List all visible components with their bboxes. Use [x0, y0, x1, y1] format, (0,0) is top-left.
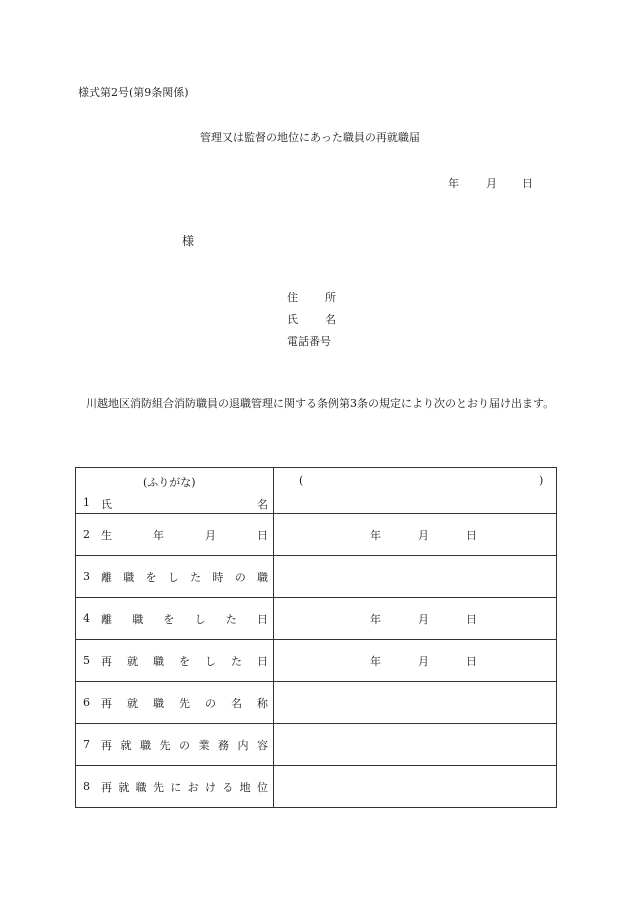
date-day-label: 日 [466, 612, 477, 626]
row-label-char: た [190, 570, 202, 584]
row-number: 4 [83, 612, 90, 625]
date-month-label: 月 [418, 612, 429, 626]
row-label-char: 先 [179, 696, 190, 710]
row-label-char: 就 [127, 654, 138, 668]
applicant-address-row [287, 287, 336, 309]
date-month-label: 月 [418, 654, 429, 668]
row-label-char: し [205, 654, 216, 668]
row-label-char: 名 [231, 696, 242, 710]
body-text: 川越地区消防組合消防職員の退職管理に関する条例第3条の規定により次のとおり届け出ます。 [86, 397, 555, 410]
row-label-char: 地 [239, 780, 251, 794]
table-row [76, 682, 557, 724]
table-row [76, 640, 557, 682]
furigana-label: (ふりがな) [143, 476, 196, 489]
row-label-char: 務 [218, 738, 229, 752]
row-label-char: の [179, 738, 190, 752]
row-label-char: を [163, 612, 175, 626]
row-label-char: 離 [101, 612, 112, 626]
row-label-char: 職 [140, 738, 151, 752]
row-label-char: 名 [257, 498, 268, 511]
date-day-label: 日 [466, 654, 477, 668]
date-month-label: 月 [486, 177, 497, 190]
row-label-char: 日 [257, 654, 268, 668]
row-label-char: し [167, 570, 179, 584]
name-input-cell[interactable] [274, 468, 557, 514]
row-label-char: た [231, 654, 242, 668]
table-row [76, 556, 557, 598]
table-row [76, 468, 557, 514]
address-label-1: 住 [287, 291, 298, 304]
row-label-char: た [225, 612, 237, 626]
row-label-char: 職 [256, 570, 268, 584]
row-label-char: 先 [152, 780, 164, 794]
row-label-char: を [145, 570, 157, 584]
date-day-label: 日 [466, 528, 477, 542]
row-label-char: 就 [127, 696, 138, 710]
row-label-char: 職 [153, 696, 164, 710]
table-row [76, 514, 557, 556]
row-label-char: し [194, 612, 206, 626]
row-number: 2 [83, 528, 90, 541]
row-number: 1 [83, 496, 90, 509]
row-label-char: 就 [120, 738, 132, 752]
row-value-cell[interactable] [274, 556, 557, 598]
document-title: 管理又は監督の地位にあった職員の再就職届 [200, 131, 420, 144]
report-table [75, 467, 557, 808]
row-label-char: 再 [101, 696, 112, 710]
row-label-char: 日 [256, 612, 268, 626]
row-number: 8 [83, 780, 90, 793]
row-number: 3 [83, 570, 90, 583]
row-label-char: 就 [118, 780, 130, 794]
row-label-char: 年 [153, 528, 164, 542]
row-label-char: 再 [101, 780, 112, 794]
addressee-suffix: 様 [182, 234, 195, 248]
row-value-cell[interactable] [274, 766, 557, 808]
row-value-cell[interactable] [274, 598, 557, 640]
address-label-2: 所 [325, 291, 336, 304]
row-value-cell[interactable] [274, 514, 557, 556]
table-row [76, 766, 557, 808]
row-number: 6 [83, 696, 90, 709]
row-value-cell[interactable] [274, 682, 557, 724]
row-label-char: の [205, 696, 216, 710]
applicant-name-row [287, 309, 336, 331]
row-label-char: を [179, 654, 190, 668]
row-label-cell [76, 682, 274, 724]
row-label-char: 先 [159, 738, 171, 752]
row-label-char: 職 [123, 570, 135, 584]
form-number: 様式第2号(第9条関係) [78, 86, 189, 99]
row-label-cell [76, 556, 274, 598]
row-label-char: 生 [101, 528, 112, 542]
row-label-char: 再 [101, 738, 112, 752]
date-year-label: 年 [370, 612, 381, 626]
row-label-char: 称 [257, 696, 268, 710]
row-label-char: 月 [205, 528, 216, 542]
date-year-label: 年 [448, 177, 459, 190]
row-label-char: け [204, 780, 216, 794]
row-label-char: 容 [257, 738, 268, 752]
row-number: 7 [83, 738, 90, 751]
row-label-char: る [222, 780, 234, 794]
row-label-char: お [187, 780, 199, 794]
row-label-char: 時 [212, 570, 224, 584]
row-label-char: 職 [132, 612, 144, 626]
date-day-label: 日 [522, 177, 533, 190]
applicant-phone-row [287, 331, 336, 353]
name-label-2: 名 [325, 313, 336, 326]
row-label-char: 離 [101, 570, 112, 584]
paren-open: ( [299, 474, 304, 487]
row-label-char: に [170, 780, 182, 794]
row-label-char: 再 [101, 654, 112, 668]
row-label-cell [76, 514, 274, 556]
row-label-char: 日 [257, 528, 268, 542]
row-value-cell[interactable] [274, 640, 557, 682]
row-label-char: 業 [198, 738, 210, 752]
submission-date [448, 175, 533, 191]
date-year-label: 年 [370, 528, 381, 542]
row-label-char: 職 [153, 654, 164, 668]
row-label-char: 職 [135, 780, 147, 794]
row-label-cell [76, 766, 274, 808]
row-label-char: の [234, 570, 246, 584]
row-number: 5 [83, 654, 90, 667]
table-row [76, 724, 557, 766]
row-label-cell [76, 724, 274, 766]
table-row [76, 598, 557, 640]
row-value-cell[interactable] [274, 724, 557, 766]
row-label-cell [76, 468, 274, 514]
paren-close: ) [539, 474, 544, 487]
row-label-cell [76, 640, 274, 682]
name-label-1: 氏 [287, 313, 298, 326]
row-label-char: 内 [237, 738, 249, 752]
date-month-label: 月 [418, 528, 429, 542]
row-label-cell [76, 598, 274, 640]
row-label-char: 氏 [101, 498, 112, 511]
row-label-char: 位 [256, 780, 268, 794]
applicant-block [287, 287, 336, 353]
date-year-label: 年 [370, 654, 381, 668]
phone-label: 電話番号 [287, 335, 331, 348]
